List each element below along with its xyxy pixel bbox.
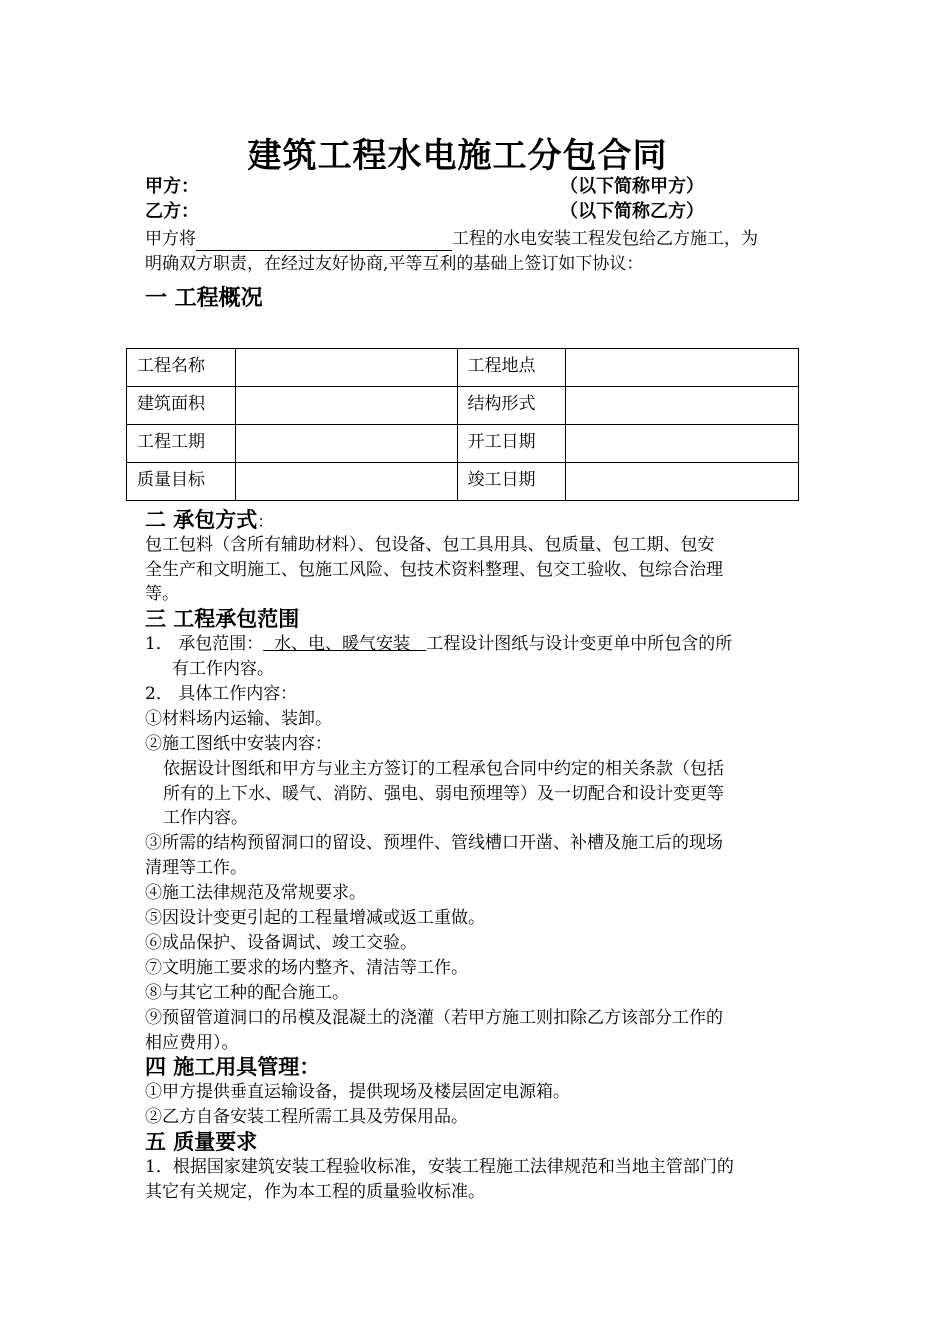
table-label: 建筑面积 [127, 387, 236, 425]
section-2-line: 包工包料（含所有辅助材料）、包设备、包工具用具、包质量、包工期、包安 [145, 535, 715, 555]
scope-item-1-suffix: 工程设计图纸与设计变更单中所包含的所 [426, 634, 733, 654]
work-item: ①材料场内运输、装卸。 [145, 709, 332, 729]
table-label: 质量目标 [127, 463, 236, 501]
work-item: ②施工图纸中安装内容： [145, 734, 332, 754]
quality-line: 其它有关规定，作为本工程的质量验收标准。 [145, 1182, 485, 1202]
section-2-colon: ： [257, 512, 274, 531]
section-1-heading: 一 工程概况 [145, 286, 263, 311]
table-row [127, 349, 799, 387]
table-label: 工程地点 [457, 349, 566, 387]
section-2-line: 全生产和文明施工、包施工风险、包技术资料整理、包交工验收、包综合治理 [145, 560, 723, 580]
project-name-blank[interactable] [196, 232, 452, 251]
work-item: ③所需的结构预留洞口的留设、预埋件、管线槽口开凿、补槽及施工后的现场 [145, 833, 723, 853]
scope-item-1-prefix: 1． 承包范围： [145, 634, 264, 654]
table-row [127, 425, 799, 463]
section-2-line: 等。 [145, 584, 179, 604]
table-value-cell[interactable] [566, 425, 799, 463]
tool-item: ②乙方自备安装工程所需工具及劳保用品。 [145, 1107, 468, 1127]
table-label: 工程工期 [127, 425, 236, 463]
table-value-cell[interactable] [566, 463, 799, 501]
work-item-detail: 依据设计图纸和甲方与业主方签订的工程承包合同中约定的相关条款（包括 [163, 759, 724, 779]
work-item-cont: 相应费用）。 [145, 1033, 239, 1053]
quality-line: 1．根据国家建筑安装工程验收标准，安装工程施工法律规范和当地主管部门的 [145, 1157, 734, 1177]
intro-line-2: 明确双方职责，在经过友好协商,平等互利的基础上签订如下协议： [145, 254, 644, 274]
scope-underlined-value: 水、电、暖气安装 [263, 634, 427, 654]
section-5-heading: 五 质量要求 [145, 1130, 258, 1154]
work-item: ⑤因设计变更引起的工程量增减或返工重做。 [145, 908, 485, 928]
table-label: 开工日期 [457, 425, 566, 463]
section-2-title: 二 承包方式 [145, 508, 258, 532]
table-value-cell[interactable] [566, 349, 799, 387]
work-item: ⑧与其它工种的配合施工。 [145, 983, 349, 1003]
party-a-label: 甲方： [145, 176, 199, 197]
table-value-cell[interactable] [235, 425, 457, 463]
table-value-cell[interactable] [235, 349, 457, 387]
intro-line-1 [145, 227, 758, 251]
document-title: 建筑工程水电施工分包合同 [247, 136, 668, 176]
party-b-note: （以下简称乙方） [560, 201, 704, 222]
party-b-label: 乙方： [145, 201, 199, 222]
section-3-heading: 三 工程承包范围 [145, 607, 300, 631]
section-2-heading [145, 507, 273, 535]
scope-item-2: 2． 具体工作内容： [145, 684, 298, 704]
table-label: 竣工日期 [457, 463, 566, 501]
work-item: ⑨预留管道洞口的吊模及混凝土的浇灌（若甲方施工则扣除乙方该部分工作的 [145, 1008, 723, 1028]
section-4-heading: 四 施工用具管理： [145, 1055, 321, 1079]
scope-item-1 [145, 632, 732, 656]
table-row [127, 463, 799, 501]
intro-suffix: 工程的水电安装工程发包给乙方施工，为 [452, 229, 758, 249]
table-label: 结构形式 [457, 387, 566, 425]
work-item-detail: 所有的上下水、暖气、消防、强电、弱电预埋等）及一切配合和设计变更等 [163, 784, 724, 804]
work-item: ⑦文明施工要求的场内整齐、清洁等工作。 [145, 958, 468, 978]
table-value-cell[interactable] [235, 387, 457, 425]
table-label: 工程名称 [127, 349, 236, 387]
work-item: ⑥成品保护、设备调试、竣工交验。 [145, 933, 417, 953]
intro-prefix: 甲方将 [145, 229, 196, 249]
table-value-cell[interactable] [235, 463, 457, 501]
scope-item-1-line-2: 有工作内容。 [172, 659, 274, 679]
project-overview-table [126, 348, 799, 501]
work-item: ④施工法律规范及常规要求。 [145, 883, 366, 903]
party-a-note: （以下简称甲方） [560, 176, 704, 197]
work-item-cont: 清理等工作。 [145, 858, 247, 878]
table-value-cell[interactable] [566, 387, 799, 425]
tool-item: ①甲方提供垂直运输设备，提供现场及楼层固定电源箱。 [145, 1082, 570, 1102]
table-row [127, 387, 799, 425]
work-item-detail: 工作内容。 [163, 808, 248, 828]
